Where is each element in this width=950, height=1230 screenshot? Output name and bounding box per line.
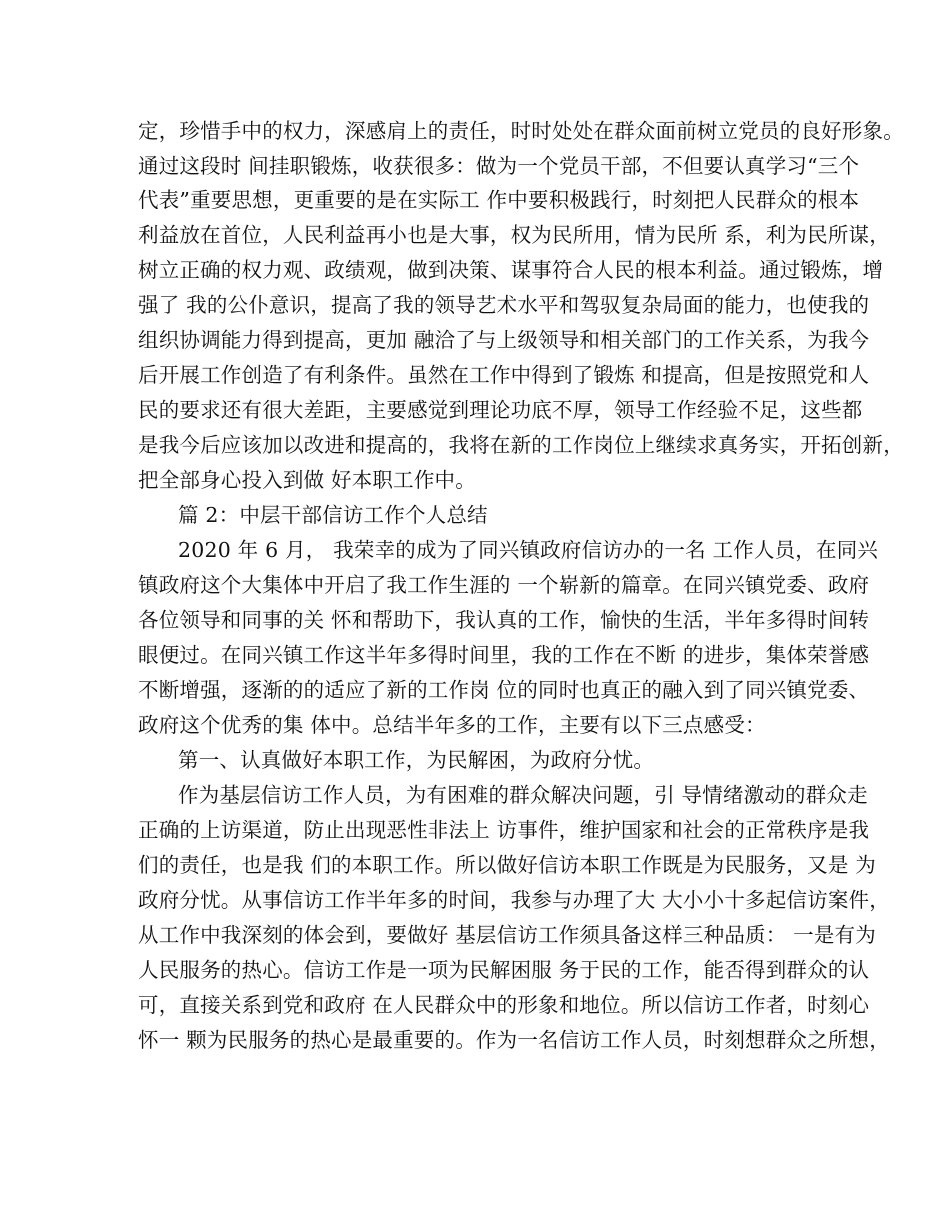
text-line: 政府分忧。从事信访工作半年多的时间，我参与办理了大 大小小十多起信访案件， [138, 888, 890, 912]
text-line: 利益放在首位，人民利益再小也是大事，权为民所用，情为民所 系，利为民所谋， [138, 223, 890, 247]
text-line: 不断增强，逐渐的的适应了新的工作岗 位的同时也真正的融入到了同兴镇党委、 [138, 678, 870, 702]
text-line: 可，直接关系到党和政府 在人民群众中的形象和地位。所以信访工作者，时刻心 [138, 993, 870, 1017]
text-line: 强了 我的公仆意识，提高了我的领导艺术水平和驾驭复杂局面的能力，也使我的 [138, 293, 870, 317]
text-line: 镇政府这个大集体中开启了我工作生涯的 一个崭新的篇章。在同兴镇党委、政府 [138, 573, 870, 597]
text-line: 各位领导和同事的关 怀和帮助下，我认真的工作，愉快的生活，半年多得时间转 [138, 608, 870, 632]
text-line: 政府这个优秀的集 体中。总结半年多的工作，主要有以下三点感受： [138, 713, 766, 737]
text-line: 作为基层信访工作人员，为有困难的群众解决问题，引 导情绪激动的群众走 [178, 783, 868, 807]
text-line: 人民服务的热心。信访工作是一项为民解困服 务于民的工作，能否得到群众的认 [138, 958, 870, 982]
text-line: 正确的上访渠道，防止出现恶性非法上 访事件，维护国家和社会的正常秩序是我 [138, 818, 870, 842]
text-line: 是我今后应该加以改进和提高的，我将在新的工作岗位上继续求真务实，开拓创新， [138, 433, 904, 457]
text-line: 从工作中我深刻的体会到，要做好 基层信访工作须具备这样三种品质： 一是有为 [138, 923, 876, 947]
text-line: 通过这段时 间挂职锻炼，收获很多：做为一个党员干部，不但要认真学习“三个 [138, 154, 860, 178]
text-line: 树立正确的权力观、政绩观，做到决策、谋事符合人民的根本利益。通过锻炼，增 [138, 258, 884, 282]
text-line: 2020 年 6 月， 我荣幸的成为了同兴镇政府信访办的一名 工作人员，在同兴 [178, 538, 879, 562]
text-line: 定，珍惜手中的权力，深感肩上的责任，时时处处在群众面前树立党员的良好形象。 [138, 119, 904, 143]
text-line: 后开展工作创造了有利条件。虽然在工作中得到了锻炼 和提高，但是按照党和人 [138, 363, 870, 387]
text-line: 代表”重要思想，更重要的是在实际工 作中要积极践行，时刻把人民群众的根本 [138, 188, 860, 212]
text-line: 怀一 颗为民服务的热心是最重要的。作为一名信访工作人员，时刻想群众之所想， [138, 1028, 890, 1052]
text-line: 组织协调能力得到提高，更加 融洽了与上级领导和相关部门的工作关系，为我今 [138, 328, 870, 352]
text-line: 把全部身心投入到做 好本职工作中。 [138, 468, 476, 492]
text-line: 眼便过。在同兴镇工作这半年多得时间里，我的工作在不断 的进步，集体荣誉感 [138, 643, 870, 667]
text-line: 第一、认真做好本职工作，为民解困，为政府分忧。 [178, 748, 655, 772]
text-line: 们的责任，也是我 们的本职工作。所以做好信访本职工作既是为民服务，又是 为 [138, 853, 876, 877]
section-heading: 篇 2：中层干部信访工作个人总结 [178, 503, 488, 527]
text-line: 民的要求还有很大差距，主要感觉到理论功底不厚，领导工作经验不足，这些都 [138, 398, 863, 422]
